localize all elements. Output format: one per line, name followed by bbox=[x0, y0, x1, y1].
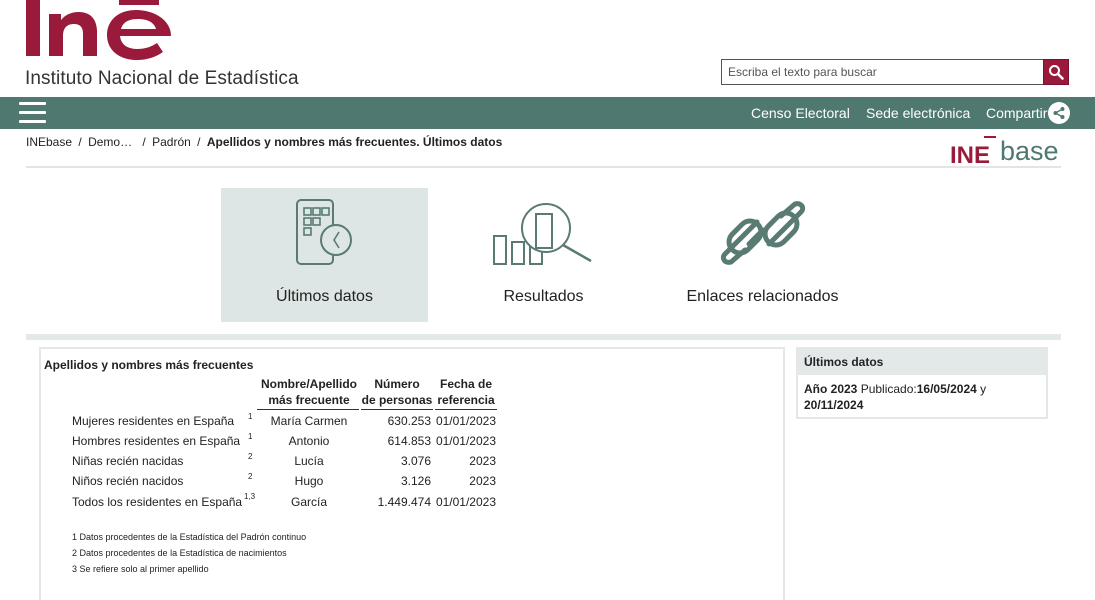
main-navbar bbox=[0, 97, 1095, 129]
footnote-marker: 2 bbox=[248, 452, 253, 461]
table-cell-count: 1.449.474 bbox=[377, 495, 431, 509]
search-input[interactable] bbox=[722, 60, 1044, 84]
table-cell-date: 01/01/2023 bbox=[435, 414, 496, 428]
table-row-label: Niños recién nacidos bbox=[72, 474, 184, 488]
latest-data-body: Año 2023 Publicado:16/05/2024 y 20/11/2024 bbox=[804, 382, 987, 412]
org-name: Instituto Nacional de Estadística bbox=[25, 68, 299, 89]
data-table-panel bbox=[39, 347, 785, 600]
breadcrumb: INEbase / Demo… / Padrón / Apellidos y nombres más frecuentes. Últimos datos bbox=[26, 135, 503, 149]
search-icon bbox=[1048, 64, 1064, 80]
table-row-label: Mujeres residentes en España bbox=[72, 414, 235, 428]
footnote: 3 Se refiere solo al primer apellido bbox=[72, 564, 209, 574]
footnote-marker: 1 bbox=[248, 432, 253, 441]
table-cell-name: Hugo bbox=[294, 474, 324, 488]
nav-link-sede-electronica[interactable]: Sede electrónica bbox=[866, 105, 971, 121]
footnote-marker: 2 bbox=[248, 472, 253, 481]
share-icon[interactable] bbox=[1048, 102, 1070, 124]
inebase-logo[interactable] bbox=[950, 130, 1060, 166]
table-row-label: Todos los residentes en España bbox=[72, 495, 243, 509]
divider bbox=[26, 334, 1061, 340]
table-cell-count: 3.126 bbox=[400, 474, 431, 488]
chart-magnifier-icon bbox=[492, 200, 594, 268]
table-cell-date: 2023 bbox=[469, 454, 496, 468]
footnote-marker: 1,3 bbox=[244, 492, 256, 501]
publish-date-2: 20/11/2024 bbox=[804, 398, 864, 412]
table-cell-count: 614.853 bbox=[387, 434, 431, 448]
table-cell-date: 01/01/2023 bbox=[435, 434, 496, 448]
tile-ultimos-datos[interactable] bbox=[221, 188, 428, 322]
table-cell-name: María Carmen bbox=[270, 414, 348, 428]
search-input-wrapper bbox=[721, 59, 1045, 85]
nav-link-compartir[interactable]: Compartir bbox=[986, 105, 1048, 121]
tile-label: Enlaces relacionados bbox=[686, 288, 839, 305]
breadcrumb-item-demo[interactable]: Demo… bbox=[88, 135, 133, 149]
latest-data-title: Últimos datos bbox=[798, 349, 1046, 375]
footnote-marker: 1 bbox=[248, 412, 253, 421]
nav-link-censo-electoral[interactable]: Censo Electoral bbox=[751, 105, 850, 121]
column-header-date: Fecha de referencia bbox=[437, 377, 495, 407]
table-cell-date: 2023 bbox=[469, 474, 496, 488]
publish-date-1: 16/05/2024 bbox=[916, 382, 977, 396]
svg-text:INE: INE bbox=[950, 142, 991, 166]
footnote: 2 Datos procedentes de la Estadística de nacimientos bbox=[72, 548, 287, 558]
table-cell-name: Lucía bbox=[294, 454, 324, 468]
table-row-label: Hombres residentes en España bbox=[72, 434, 241, 448]
table-cell-date: 01/01/2023 bbox=[435, 495, 496, 509]
tile-label: Resultados bbox=[503, 288, 584, 305]
link-icon bbox=[719, 200, 807, 266]
calendar-clock-icon bbox=[295, 198, 355, 266]
table-row-label: Niñas recién nacidas bbox=[72, 454, 184, 468]
svg-text:base: base bbox=[1000, 136, 1059, 166]
table-cell-name: García bbox=[290, 495, 327, 509]
ine-logo[interactable] bbox=[25, 0, 175, 62]
latest-data-panel bbox=[796, 347, 1048, 419]
year-label: Año 2023 bbox=[804, 382, 858, 396]
page-title: Apellidos y nombres más frecuentes. Últimos datos bbox=[206, 135, 503, 149]
search-button[interactable] bbox=[1043, 59, 1069, 85]
tile-enlaces-relacionados[interactable] bbox=[659, 188, 866, 322]
footnote: 1 Datos procedentes de la Estadística del Padrón continuo bbox=[72, 532, 307, 542]
table-cell-count: 630.253 bbox=[387, 414, 431, 428]
column-header-count: Número de personas bbox=[361, 377, 433, 407]
published-label: Publicado: bbox=[860, 382, 917, 396]
breadcrumb-item-inebase[interactable]: INEbase bbox=[26, 135, 73, 149]
column-header-name: Nombre/Apellido más frecuente bbox=[260, 377, 357, 407]
table-cell-count: 3.076 bbox=[400, 454, 431, 468]
breadcrumb-item-padron[interactable]: Padrón bbox=[152, 135, 191, 149]
table-title: Apellidos y nombres más frecuentes bbox=[44, 358, 254, 372]
menu-icon[interactable] bbox=[19, 102, 46, 124]
tile-label: Últimos datos bbox=[276, 288, 373, 305]
table-cell-name: Antonio bbox=[288, 434, 330, 448]
tile-resultados[interactable] bbox=[440, 188, 647, 322]
divider bbox=[26, 166, 1061, 168]
